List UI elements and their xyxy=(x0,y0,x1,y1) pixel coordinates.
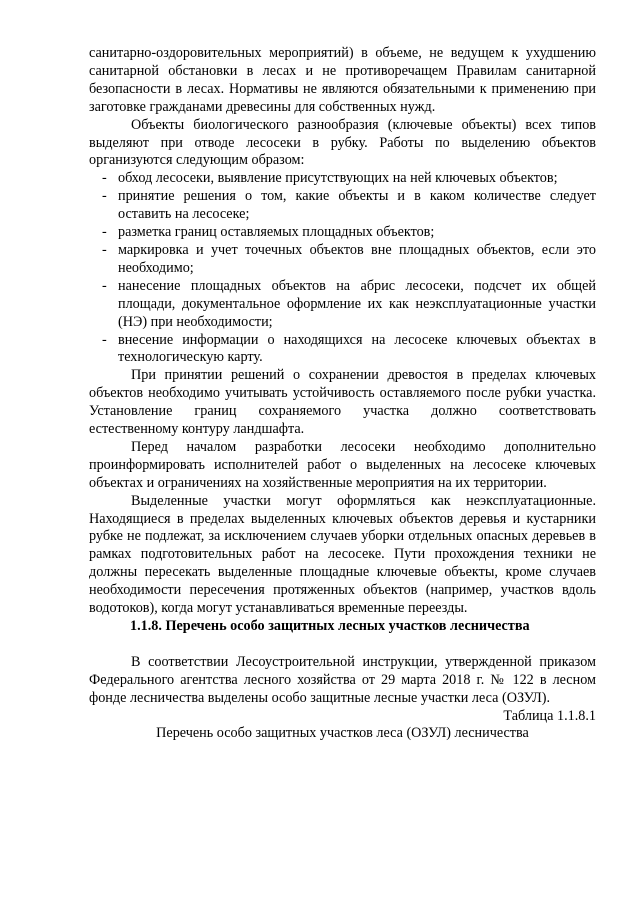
table-title: Перечень особо защитных участков леса (ОЗУЛ) лесничества xyxy=(156,725,529,742)
paragraph-ozul: В соответствии Лесоустроительной инструкции, утвержденной приказом Федерального агентства лесного хозяйства от 29 марта 2018 г. № 122 в лесном фонде лесничества выделены особо защитные лесные участки леса (ОЗУЛ). xyxy=(89,653,596,706)
list-item: - маркировка и учет точечных объектов вне площадных объектов, если это необходимо; xyxy=(89,242,596,278)
list-item: - внесение информации о находящихся на лесосеке ключевых объектах в технологическую карту. xyxy=(89,332,596,368)
paragraph-stability: При принятии решений о сохранении древостоя в пределах ключевых объектов необходимо учитывать устойчивость оставляемого после рубки участка. Установление границ сохраняемого участка должно соответствовать естественному контуру ландшафта. xyxy=(89,367,596,438)
blank-line xyxy=(89,636,596,654)
page-content xyxy=(89,45,596,743)
paragraph-allocated-areas: Выделенные участки могут оформляться как неэксплуатационные. Находящиеся в пределах выделенных ключевых объектов деревья и кустарники рубке не подлежат, за исключением случаев уборки отдельных опасных деревьев в рамках подготовительных работ на лесосеке. Пути прохождения техники не должны пересекать выделенные площадные ключевые объекты, кроме случаев необходимости пересечения протяженных объектов (например, участков вдоль водотоков), когда могут устанавливаться временные переезды. xyxy=(89,492,596,617)
list-item: - разметка границ оставляемых площадных объектов; xyxy=(89,224,596,242)
table-number: Таблица 1.1.8.1 xyxy=(503,707,596,724)
list-item: - нанесение площадных объектов на абрис лесосеки, подсчет их общей площади, документальное оформление их как неэксплуатационные участки (НЭ) при необходимости; xyxy=(89,278,596,332)
paragraph-before-cutting: Перед началом разработки лесосеки необходимо дополнительно проинформировать исполнителей работ о выделенных на лесосеке ключевых объектах и ограничениях на хозяйственные мероприятия на их территории. xyxy=(89,438,596,491)
keystone-work-list xyxy=(89,170,596,367)
section-heading: 1.1.8. Перечень особо защитных лесных участков лесничества xyxy=(130,618,530,634)
list-item: - принятие решения о том, какие объекты и в каком количестве следует оставить на лесосеке; xyxy=(89,188,596,224)
paragraph-keystone-intro: Объекты биологического разнообразия (ключевые объекты) всех типов выделяют при отводе лесосеки в рубку. Работы по выделению объектов организуются следующим образом: xyxy=(89,116,596,169)
paragraph-continuation: санитарно-оздоровительных мероприятий) в объеме, не ведущем к ухудшению санитарной обстановки в лесах и не противоречащем Правилам санитарной безопасности в лесах. Нормативы не являются обязательными к применению при заготовке гражданами древесины для собственных нужд. xyxy=(89,45,596,115)
list-item: - обход лесосеки, выявление присутствующих на ней ключевых объектов; xyxy=(89,170,596,188)
